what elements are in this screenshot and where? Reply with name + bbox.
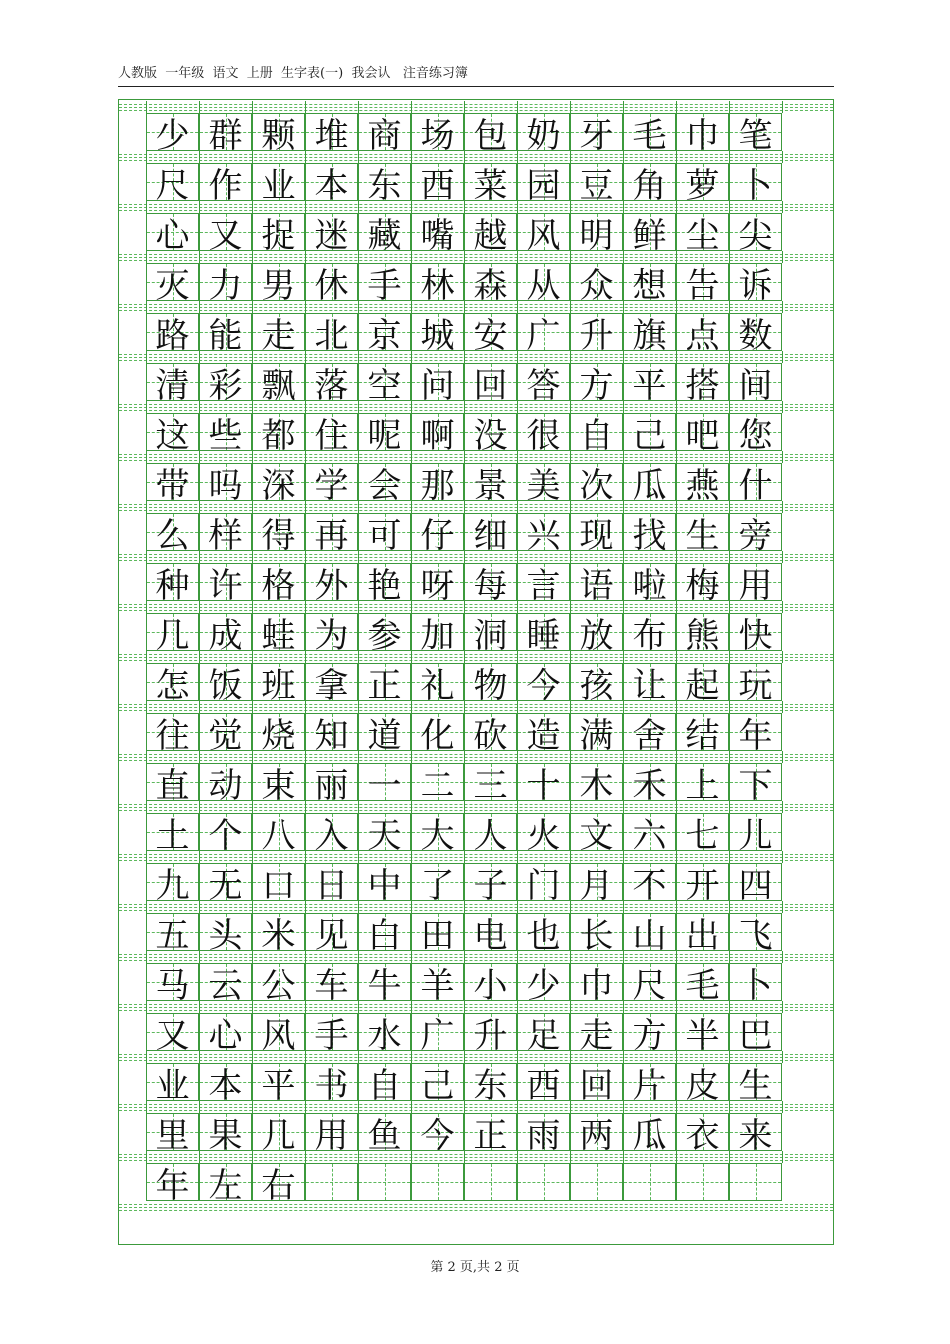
hanzi-character: 尖 xyxy=(738,215,773,256)
hanzi-character: 四 xyxy=(738,865,773,906)
hanzi-character: 诉 xyxy=(738,265,773,306)
hanzi-character: 问 xyxy=(420,365,455,406)
hanzi-character: 业 xyxy=(261,165,296,206)
hanzi-character: 没 xyxy=(473,415,508,456)
hanzi-character: 那 xyxy=(420,465,455,506)
hanzi-character: 电 xyxy=(473,915,508,956)
hanzi-character: 满 xyxy=(579,715,614,756)
hanzi-character: 东 xyxy=(473,1065,508,1106)
hanzi-character: 日 xyxy=(314,865,349,906)
hanzi-character: 卜 xyxy=(738,965,773,1006)
hanzi-character: 商 xyxy=(367,115,402,156)
hanzi-character: 很 xyxy=(526,415,561,456)
hanzi-character: 尺 xyxy=(632,965,667,1006)
hanzi-character: 格 xyxy=(261,565,296,606)
hanzi-character: 每 xyxy=(473,565,508,606)
hanzi-character: 嘴 xyxy=(420,215,455,256)
hanzi-character: 不 xyxy=(632,865,667,906)
hanzi-character: 见 xyxy=(314,915,349,956)
hanzi-character: 力 xyxy=(208,265,243,306)
tianzi-cell xyxy=(517,1163,570,1201)
hanzi-character: 五 xyxy=(155,915,190,956)
hanzi-character: 找 xyxy=(632,515,667,556)
hanzi-character: 水 xyxy=(367,1015,402,1056)
hanzi-character: 直 xyxy=(155,765,190,806)
hanzi-character: 可 xyxy=(367,515,402,556)
tianzi-cell xyxy=(464,1163,517,1201)
hanzi-character: 捉 xyxy=(261,215,296,256)
hanzi-character: 林 xyxy=(420,265,455,306)
hanzi-character: 禾 xyxy=(632,765,667,806)
hanzi-character: 礼 xyxy=(420,665,455,706)
hanzi-character: 休 xyxy=(314,265,349,306)
hanzi-character: 用 xyxy=(314,1115,349,1156)
hanzi-character: 回 xyxy=(473,365,508,406)
hanzi-character: 自 xyxy=(367,1065,402,1106)
hanzi-character: 笔 xyxy=(738,115,773,156)
hanzi-character: 八 xyxy=(261,815,296,856)
hanzi-character: 清 xyxy=(155,365,190,406)
hanzi-character: 样 xyxy=(208,515,243,556)
hanzi-character: 加 xyxy=(420,615,455,656)
hanzi-character: 睡 xyxy=(526,615,561,656)
hanzi-character: 艳 xyxy=(367,565,402,606)
hanzi-character: 升 xyxy=(579,315,614,356)
hanzi-character: 巾 xyxy=(685,115,720,156)
hanzi-character: 会 xyxy=(367,465,402,506)
hanzi-character: 化 xyxy=(420,715,455,756)
hanzi-character: 众 xyxy=(579,265,614,306)
hanzi-character: 雨 xyxy=(526,1115,561,1156)
hanzi-character: 大 xyxy=(420,815,455,856)
hanzi-character: 能 xyxy=(208,315,243,356)
hanzi-character: 米 xyxy=(261,915,296,956)
hanzi-character: 己 xyxy=(632,415,667,456)
hanzi-character: 方 xyxy=(632,1015,667,1056)
hanzi-character: 六 xyxy=(632,815,667,856)
hanzi-character: 园 xyxy=(526,165,561,206)
hanzi-character: 皮 xyxy=(685,1065,720,1106)
hanzi-character: 门 xyxy=(526,865,561,906)
hanzi-character: 入 xyxy=(314,815,349,856)
hanzi-character: 结 xyxy=(685,715,720,756)
hanzi-character: 口 xyxy=(261,865,296,906)
hanzi-character: 七 xyxy=(685,815,720,856)
hanzi-character: 毛 xyxy=(685,965,720,1006)
hanzi-character: 旗 xyxy=(632,315,667,356)
hanzi-character: 果 xyxy=(208,1115,243,1156)
hanzi-character: 些 xyxy=(208,415,243,456)
hanzi-character: 角 xyxy=(632,165,667,206)
tianzi-cell xyxy=(729,1163,782,1201)
hanzi-character: 城 xyxy=(420,315,455,356)
hanzi-character: 又 xyxy=(155,1015,190,1056)
hanzi-character: 安 xyxy=(473,315,508,356)
hanzi-character: 本 xyxy=(314,165,349,206)
hanzi-character: 足 xyxy=(526,1015,561,1056)
hanzi-character: 洞 xyxy=(473,615,508,656)
hanzi-character: 梅 xyxy=(685,565,720,606)
hanzi-character: 灭 xyxy=(155,265,190,306)
hanzi-character: 片 xyxy=(632,1065,667,1106)
hanzi-character: 为 xyxy=(314,615,349,656)
hanzi-character: 细 xyxy=(473,515,508,556)
hanzi-character: 快 xyxy=(738,615,773,656)
hanzi-character: 了 xyxy=(420,865,455,906)
hanzi-character: 群 xyxy=(208,115,243,156)
hanzi-character: 语 xyxy=(579,565,614,606)
hanzi-character: 景 xyxy=(473,465,508,506)
hanzi-character: 右 xyxy=(261,1165,296,1206)
hanzi-character: 业 xyxy=(155,1065,190,1106)
hanzi-character: 堆 xyxy=(314,115,349,156)
hanzi-character: 正 xyxy=(473,1115,508,1156)
hanzi-character: 马 xyxy=(155,965,190,1006)
hanzi-character: 卜 xyxy=(738,165,773,206)
hanzi-character: 天 xyxy=(367,815,402,856)
hanzi-character: 您 xyxy=(738,415,773,456)
hanzi-character: 风 xyxy=(526,215,561,256)
tianzi-cell xyxy=(305,1163,358,1201)
hanzi-character: 学 xyxy=(314,465,349,506)
hanzi-character: 生 xyxy=(738,1065,773,1106)
hanzi-character: 瓜 xyxy=(632,465,667,506)
hanzi-character: 公 xyxy=(261,965,296,1006)
hanzi-character: 云 xyxy=(208,965,243,1006)
tianzi-cell xyxy=(358,1163,411,1201)
hanzi-character: 人 xyxy=(473,815,508,856)
hanzi-character: 住 xyxy=(314,415,349,456)
hanzi-character: 外 xyxy=(314,565,349,606)
hanzi-character: 心 xyxy=(208,1015,243,1056)
hanzi-character: 次 xyxy=(579,465,614,506)
hanzi-character: 菜 xyxy=(473,165,508,206)
hanzi-character: 年 xyxy=(155,1165,190,1206)
hanzi-character: 也 xyxy=(526,915,561,956)
hanzi-character: 仔 xyxy=(420,515,455,556)
hanzi-character: 熊 xyxy=(685,615,720,656)
hanzi-character: 来 xyxy=(738,1115,773,1156)
hanzi-character: 放 xyxy=(579,615,614,656)
hanzi-character: 种 xyxy=(155,565,190,606)
hanzi-character: 书 xyxy=(314,1065,349,1106)
hanzi-character: 月 xyxy=(579,865,614,906)
hanzi-character: 出 xyxy=(685,915,720,956)
hanzi-character: 包 xyxy=(473,115,508,156)
hanzi-character: 吧 xyxy=(685,415,720,456)
hanzi-character: 拿 xyxy=(314,665,349,706)
hanzi-character: 现 xyxy=(579,515,614,556)
hanzi-character: 数 xyxy=(738,315,773,356)
hanzi-character: 方 xyxy=(579,365,614,406)
hanzi-character: 成 xyxy=(208,615,243,656)
hanzi-character: 砍 xyxy=(473,715,508,756)
hanzi-character: 飘 xyxy=(261,365,296,406)
hanzi-character: 头 xyxy=(208,915,243,956)
hanzi-character: 班 xyxy=(261,665,296,706)
page-footer: 第 2 页,共 2 页 xyxy=(430,1260,520,1275)
hanzi-character: 鲜 xyxy=(632,215,667,256)
hanzi-character: 么 xyxy=(155,515,190,556)
hanzi-character: 走 xyxy=(579,1015,614,1056)
hanzi-character: 个 xyxy=(208,815,243,856)
hanzi-character: 走 xyxy=(261,315,296,356)
hanzi-character: 告 xyxy=(685,265,720,306)
hanzi-character: 兴 xyxy=(526,515,561,556)
hanzi-character: 白 xyxy=(367,915,402,956)
hanzi-character: 广 xyxy=(526,315,561,356)
hanzi-character: 一 xyxy=(367,765,402,806)
hanzi-character: 下 xyxy=(738,765,773,806)
hanzi-character: 参 xyxy=(367,615,402,656)
hanzi-character: 车 xyxy=(314,965,349,1006)
hanzi-character: 三 xyxy=(473,765,508,806)
hanzi-character: 京 xyxy=(367,315,402,356)
hanzi-character: 森 xyxy=(473,265,508,306)
hanzi-character: 答 xyxy=(526,365,561,406)
hanzi-character: 木 xyxy=(579,765,614,806)
hanzi-character: 几 xyxy=(155,615,190,656)
hanzi-character: 点 xyxy=(685,315,720,356)
hanzi-character: 燕 xyxy=(685,465,720,506)
hanzi-character: 作 xyxy=(208,165,243,206)
hanzi-character: 深 xyxy=(261,465,296,506)
hanzi-character: 美 xyxy=(526,465,561,506)
hanzi-character: 平 xyxy=(261,1065,296,1106)
hanzi-character: 平 xyxy=(632,365,667,406)
hanzi-character: 巴 xyxy=(738,1015,773,1056)
hanzi-character: 子 xyxy=(473,865,508,906)
hanzi-character: 东 xyxy=(367,165,402,206)
hanzi-character: 中 xyxy=(367,865,402,906)
hanzi-character: 自 xyxy=(579,415,614,456)
hanzi-character: 年 xyxy=(738,715,773,756)
hanzi-character: 尺 xyxy=(155,165,190,206)
hanzi-character: 往 xyxy=(155,715,190,756)
hanzi-character: 起 xyxy=(685,665,720,706)
hanzi-character: 萝 xyxy=(685,165,720,206)
tianzige-grid xyxy=(118,99,834,1245)
page-header: 人教版 一年级 语文 上册 生字表(一) 我会认 注音练习簿 xyxy=(118,62,834,87)
hanzi-character: 巾 xyxy=(579,965,614,1006)
hanzi-character: 再 xyxy=(314,515,349,556)
hanzi-character: 想 xyxy=(632,265,667,306)
hanzi-character: 又 xyxy=(208,215,243,256)
hanzi-character: 布 xyxy=(632,615,667,656)
hanzi-character: 飞 xyxy=(738,915,773,956)
hanzi-character: 路 xyxy=(155,315,190,356)
hanzi-character: 空 xyxy=(367,365,402,406)
hanzi-character: 山 xyxy=(632,915,667,956)
hanzi-character: 造 xyxy=(526,715,561,756)
hanzi-character: 两 xyxy=(579,1115,614,1156)
hanzi-character: 明 xyxy=(579,215,614,256)
hanzi-character: 奶 xyxy=(526,115,561,156)
hanzi-character: 舍 xyxy=(632,715,667,756)
hanzi-character: 文 xyxy=(579,815,614,856)
hanzi-character: 正 xyxy=(367,665,402,706)
hanzi-character: 落 xyxy=(314,365,349,406)
hanzi-character: 道 xyxy=(367,715,402,756)
hanzi-character: 烧 xyxy=(261,715,296,756)
hanzi-character: 回 xyxy=(579,1065,614,1106)
hanzi-character: 知 xyxy=(314,715,349,756)
hanzi-character: 啊 xyxy=(420,415,455,456)
tianzi-cell xyxy=(411,1163,464,1201)
hanzi-character: 羊 xyxy=(420,965,455,1006)
hanzi-character: 带 xyxy=(155,465,190,506)
hanzi-character: 玩 xyxy=(738,665,773,706)
hanzi-character: 广 xyxy=(420,1015,455,1056)
hanzi-character: 让 xyxy=(632,665,667,706)
hanzi-character: 生 xyxy=(685,515,720,556)
tianzi-cell xyxy=(570,1163,623,1201)
hanzi-character: 间 xyxy=(738,365,773,406)
hanzi-character: 越 xyxy=(473,215,508,256)
tianzi-cell xyxy=(676,1163,729,1201)
hanzi-character: 迷 xyxy=(314,215,349,256)
hanzi-character: 田 xyxy=(420,915,455,956)
hanzi-character: 孩 xyxy=(579,665,614,706)
hanzi-character: 蛙 xyxy=(261,615,296,656)
hanzi-character: 牙 xyxy=(579,115,614,156)
hanzi-character: 许 xyxy=(208,565,243,606)
hanzi-character: 物 xyxy=(473,665,508,706)
hanzi-character: 儿 xyxy=(738,815,773,856)
hanzi-character: 里 xyxy=(155,1115,190,1156)
hanzi-character: 牛 xyxy=(367,965,402,1006)
hanzi-character: 这 xyxy=(155,415,190,456)
hanzi-character: 己 xyxy=(420,1065,455,1106)
hanzi-character: 火 xyxy=(526,815,561,856)
hanzi-character: 九 xyxy=(155,865,190,906)
hanzi-character: 北 xyxy=(314,315,349,356)
hanzi-character: 十 xyxy=(526,765,561,806)
hanzi-character: 土 xyxy=(155,815,190,856)
hanzi-character: 无 xyxy=(208,865,243,906)
hanzi-character: 今 xyxy=(526,665,561,706)
hanzi-character: 毛 xyxy=(632,115,667,156)
hanzi-character: 少 xyxy=(526,965,561,1006)
hanzi-character: 束 xyxy=(261,765,296,806)
hanzi-character: 从 xyxy=(526,265,561,306)
hanzi-character: 吗 xyxy=(208,465,243,506)
hanzi-character: 搭 xyxy=(685,365,720,406)
hanzi-character: 手 xyxy=(367,265,402,306)
hanzi-character: 风 xyxy=(261,1015,296,1056)
hanzi-character: 都 xyxy=(261,415,296,456)
hanzi-character: 怎 xyxy=(155,665,190,706)
hanzi-character: 上 xyxy=(685,765,720,806)
hanzi-character: 开 xyxy=(685,865,720,906)
hanzi-character: 藏 xyxy=(367,215,402,256)
tianzi-cell xyxy=(623,1163,676,1201)
hanzi-character: 言 xyxy=(526,565,561,606)
hanzi-character: 二 xyxy=(420,765,455,806)
hanzi-character: 得 xyxy=(261,515,296,556)
hanzi-character: 呢 xyxy=(367,415,402,456)
hanzi-character: 觉 xyxy=(208,715,243,756)
hanzi-character: 丽 xyxy=(314,765,349,806)
hanzi-character: 颗 xyxy=(261,115,296,156)
hanzi-character: 用 xyxy=(738,565,773,606)
hanzi-character: 本 xyxy=(208,1065,243,1106)
hanzi-character: 几 xyxy=(261,1115,296,1156)
hanzi-character: 呀 xyxy=(420,565,455,606)
hanzi-character: 升 xyxy=(473,1015,508,1056)
hanzi-character: 少 xyxy=(155,115,190,156)
hanzi-character: 男 xyxy=(261,265,296,306)
hanzi-character: 西 xyxy=(526,1065,561,1106)
hanzi-character: 今 xyxy=(420,1115,455,1156)
hanzi-character: 长 xyxy=(579,915,614,956)
hanzi-character: 动 xyxy=(208,765,243,806)
hanzi-character: 尘 xyxy=(685,215,720,256)
hanzi-character: 饭 xyxy=(208,665,243,706)
hanzi-character: 左 xyxy=(208,1165,243,1206)
hanzi-character: 啦 xyxy=(632,565,667,606)
hanzi-character: 瓜 xyxy=(632,1115,667,1156)
hanzi-character: 旁 xyxy=(738,515,773,556)
hanzi-character: 西 xyxy=(420,165,455,206)
hanzi-character: 豆 xyxy=(579,165,614,206)
hanzi-character: 手 xyxy=(314,1015,349,1056)
hanzi-character: 什 xyxy=(738,465,773,506)
hanzi-character: 小 xyxy=(473,965,508,1006)
hanzi-character: 鱼 xyxy=(367,1115,402,1156)
hanzi-character: 衣 xyxy=(685,1115,720,1156)
hanzi-character: 半 xyxy=(685,1015,720,1056)
hanzi-character: 彩 xyxy=(208,365,243,406)
hanzi-character: 心 xyxy=(155,215,190,256)
hanzi-character: 场 xyxy=(420,115,455,156)
